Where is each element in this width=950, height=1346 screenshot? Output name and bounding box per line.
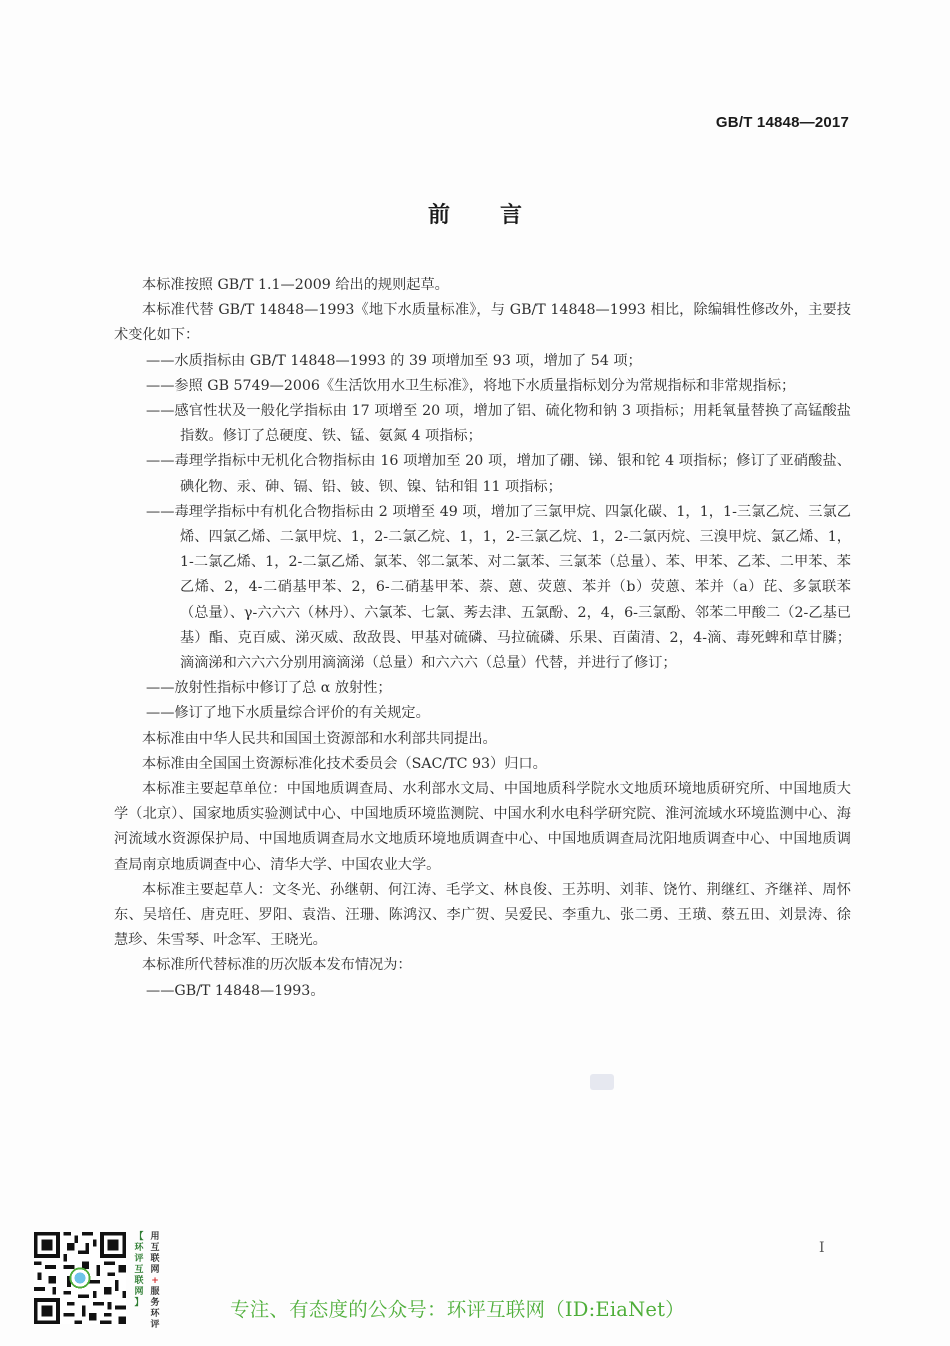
page-title: 前言 [427, 203, 572, 228]
paragraph: 本标准代替 GB/T 14848—1993《地下水质量标准》，与 GB/T 14848—1993 相比，除编辑性修改外，主要技术变化如下： [114, 302, 851, 344]
list-item: ——修订了地下水质量综合评价的有关规定。 [146, 705, 430, 722]
paragraph: 本标准主要起草人：文冬光、孙继朝、何江涛、毛学文、林良俊、王苏明、刘菲、饶竹、荆继红、齐继祥、周怀东、吴培任、唐克旺、罗阳、袁浩、汪珊、陈鸿汉、李广贺、吴爱民、李重九、张二勇、王璜、蔡五田、刘景涛、徐慧珍、朱雪琴、叶念军、王晓光。 [114, 881, 851, 949]
list-item: ——毒理学指标中有机化合物指标由 2 项增至 49 项，增加了三氯甲烷、四氯化碳、1，1，1-三氯乙烷、三氯乙烯、四氯乙烯、二氯甲烷、1，2-二氯乙烷、1，1，2-三氯乙烷、1，2-二氯丙烷、三溴甲烷、氯乙烯、1，1-二氯乙烯、1，2-二氯乙烯、氯苯、邻二氯苯、对二氯苯、三氯苯（总量）、苯、甲苯、乙苯、二甲苯、苯乙烯、2，4-二硝基甲苯、2，6-二硝基甲苯、萘、蒽、荧蒽、苯并（b）荧蒽、苯并（a）芘、多氯联苯（总量）、γ-六六六（林丹）、六氯苯、七氯、莠去津、五氯酚、2，4，6-三氯酚、邻苯二甲酸二（2-乙基已基）酯、克百威、涕灭威、敌敌畏、甲基对硫磷、马拉硫磷、乐果、百菌清、2，4-滴、毒死蜱和草甘膦；滴滴涕和六六六分别用滴滴涕（总量）和六六六（总量）代替，并进行了修订； [146, 503, 851, 672]
footer-promo-text: 专注、有态度的公众号：环评互联网（ID:EiaNet） [230, 1298, 685, 1321]
paragraph: 本标准所代替标准的历次版本发布情况为： [142, 957, 412, 974]
foreword-body [114, 273, 851, 1004]
watermark-mark [590, 1074, 614, 1090]
page-number: I [819, 1240, 825, 1256]
paragraph: 本标准主要起草单位：中国地质调查局、水利部水文局、中国地质科学院水文地质环境地质研究所、中国地质大学（北京）、国家地质实验测试中心、中国地质环境监测院、中国水利水电科学研究院、淮河流域水环境监测中心、海河流域水资源保护局、中国地质调查局水文地质环境地质调查中心、中国地质调查局沈阳地质调查中心、中国地质调查局南京地质调查中心、清华大学、中国农业大学。 [114, 781, 851, 873]
list-item: ——参照 GB 5749—2006《生活饮用水卫生标准》，将地下水质量指标划分为常规指标和非常规指标； [146, 377, 796, 394]
paragraph: 本标准按照 GB/T 1.1—2009 给出的规则起草。 [142, 277, 449, 293]
list-item: ——毒理学指标中无机化合物指标由 16 项增加至 20 项，增加了硼、锑、银和铊 4 项指标；修订了亚硝酸盐、碘化物、汞、砷、镉、铅、铍、钡、镍、钴和钼 11 项指标； [146, 453, 851, 495]
paragraph: 本标准由中华人民共和国国土资源部和水利部共同提出。 [142, 730, 497, 747]
brand-vertical-label: 【 环 评 互 联 网 】 [134, 1232, 144, 1308]
list-item: ——GB/T 14848—1993。 [146, 982, 325, 999]
slogan-vertical-label: 用 互 联 网 + 服 务 环 评 [150, 1232, 160, 1330]
list-item: ——水质指标由 GB/T 14848—1993 的 39 项增加至 93 项，增加了 54 项； [146, 352, 642, 369]
standard-code: GB/T 14848—2017 [715, 114, 849, 131]
qr-badge-text [132, 1232, 164, 1332]
qr-code-icon [34, 1232, 126, 1324]
list-item: ——感官性状及一般化学指标由 17 项增至 20 项，增加了铝、硫化物和钠 3 项指标；用耗氧量替换了高锰酸盐指数。修订了总硬度、铁、锰、氨氮 4 项指标； [146, 403, 851, 445]
list-item: ——放射性指标中修订了总 α 放射性； [146, 680, 392, 697]
paragraph: 本标准由全国国土资源标准化技术委员会（SAC/TC 93）归口。 [142, 755, 547, 772]
